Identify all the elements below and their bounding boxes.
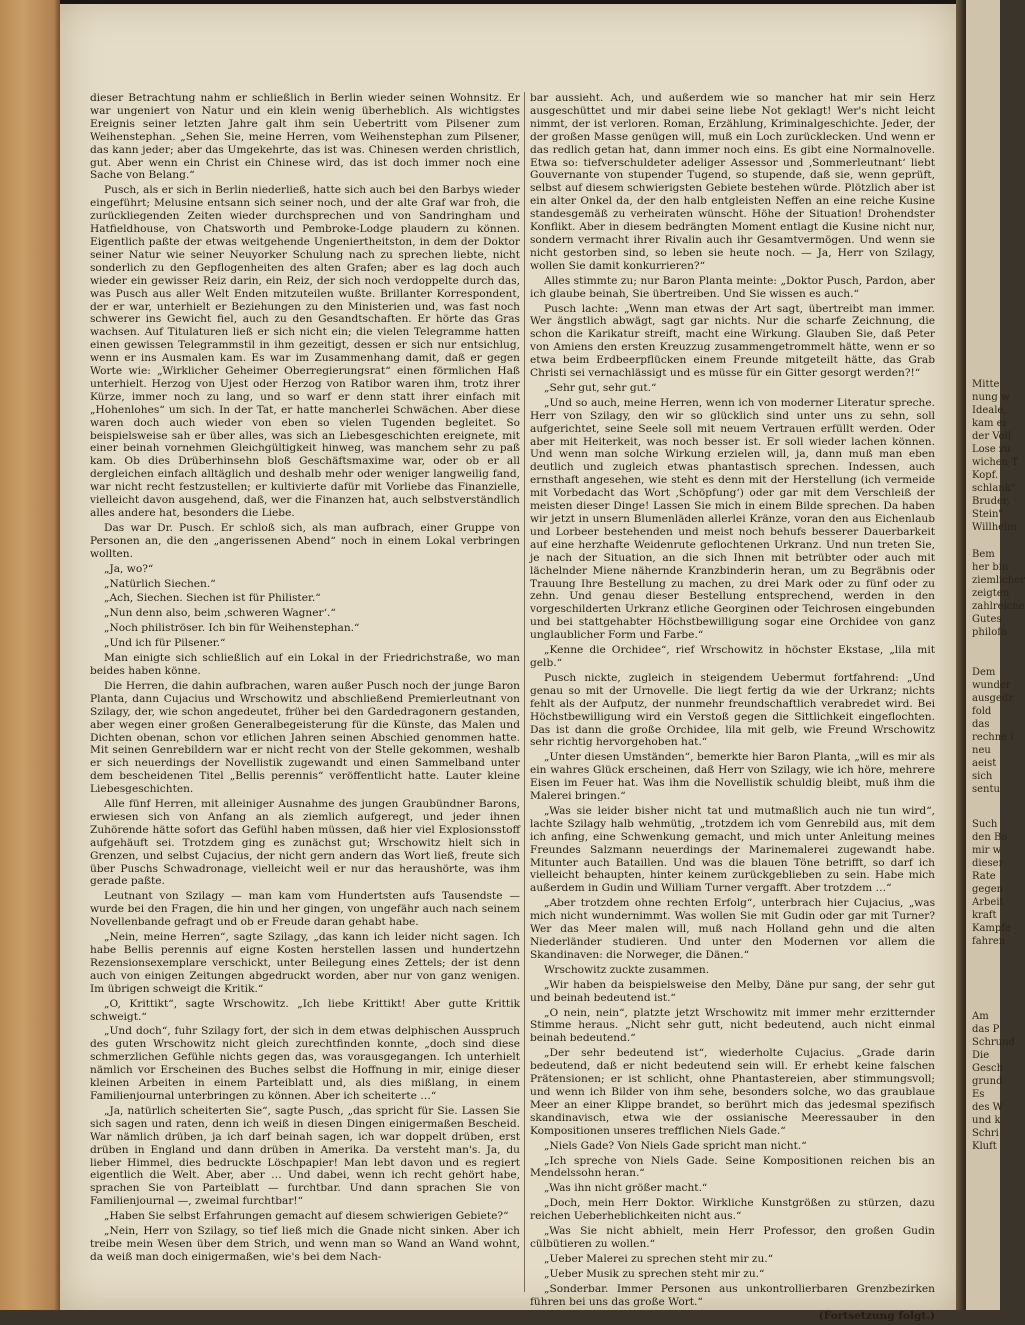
adjacent-page-fragment: der Voll xyxy=(972,431,1011,442)
paragraph: „Wir haben da beispielsweise den Melby, Däne pur sang, der sehr gut und beinah bedeutend ist.“ xyxy=(530,978,935,1004)
adjacent-page-fragment: das P xyxy=(972,1024,1000,1035)
paragraph: „Unter diesen Umständen“, bemerkte hier Baron Planta, „will es mir als ein wahres Glück erscheinen, daß Herr von Szilagy, wie ich höre, mehrere Eisen im Feuer hat. Was ihm die Novellistik schuldig bleibt, muß ihm die Malerei bringen.“ xyxy=(530,751,935,803)
adjacent-page-fragment: grund xyxy=(972,1076,1003,1087)
adjacent-page-fragment: Willhelm xyxy=(972,522,1017,533)
paragraph: „Doch, mein Herr Doktor. Wirkliche Kunstgrößen zu stürzen, dazu reichen Ueberheblichkeiten nicht aus.“ xyxy=(530,1197,935,1223)
adjacent-page-fragment: nung w xyxy=(972,392,1010,403)
adjacent-page-fragment: Rate xyxy=(972,871,996,882)
paragraph: „Was Sie nicht abhielt, mein Herr Professor, den großen Gudin cülbütieren zu wollen.“ xyxy=(530,1225,935,1250)
paragraph: Wrschowitz zuckte zusammen. xyxy=(544,963,710,976)
column-divider xyxy=(524,92,525,1292)
adjacent-page-fragment: ziemlicher xyxy=(972,575,1025,586)
paragraph: „Nun denn also, beim ‚schweren Wagner‘.“ xyxy=(104,607,336,620)
adjacent-page-fragment: fahren xyxy=(972,936,1006,947)
paragraph: „Nein, meine Herren“, sagte Szilagy, „das kann ich leider nicht sagen. Ich habe Bellis perennis auf eigne Kosten herstellen lassen und hundertzehn Rezensionsexemplare verschickt, unter Beilegung eines Zettels; der ist denn auch von einigen Zeitungen abgedruckt worden, aber nur von ganz wenigen. Im übrigen schweigt die Kritik.“ xyxy=(90,931,520,995)
paragraph: „Ach, Siechen. Siechen ist für Philister.“ xyxy=(104,592,321,605)
adjacent-page-fragment: kam ei xyxy=(972,418,1006,429)
paragraph: „Niels Gade? Von Niels Gade spricht man nicht.“ xyxy=(544,1139,807,1152)
adjacent-page-fragment: rechne i xyxy=(972,732,1014,743)
adjacent-page-fragment: Arbeit xyxy=(972,897,1004,908)
paragraph: Pusch nickte, zugleich in steigendem Uebermut fortfahrend: „Und genau so mit der Urnovelle. Die liegt fertig da wie der Urkranz; nichts fehlt als der Aufputz, der nunmehr freundschaftlich verabredet wird. Bei Höchstbewilligung wird ein Verstoß gegen die Sittlichkeit eingeflochten. Das ist dann die große Orchidee, lila mit gelb, wie Freund Wrschowitz sehr richtig hervorgehoben hat.“ xyxy=(530,671,935,749)
paragraph: „Noch philiströser. Ich bin für Weihenstephan.“ xyxy=(104,622,360,635)
adjacent-page-fragment: Lose zu xyxy=(972,444,1011,455)
adjacent-page-fragment: Mitte xyxy=(972,379,1000,390)
paragraph: „Ja, wo?“ xyxy=(104,562,154,575)
paragraph: „Nein, Herr von Szilagy, so tief ließ mich die Gnade nicht sinken. Aber ich treibe mein Wesen über dem Strich, und wenn man so Wand an Wand wohnt, da weiß man doch einigermaßen, wie's bei dem Nach- xyxy=(90,1225,520,1263)
adjacent-page-fragment: das xyxy=(972,719,990,730)
paragraph: „Der sehr bedeutend ist“, wiederholte Cujacius. „Grade darin bedeutend, daß er nicht bedeutend sein will. Er erhebt keine falschen Prätensionen; er ist schlicht, ohne Phantastereien, aber stimmungsvoll; und wenn ich Bilder von ihm sehe, besonders solche, wo das graublaue Meer an einer Klippe brandet, so berührt mich das jedesmal spezifisch skandinavisch, etwa wie der ossianische Meeressauber in den Kompositionen unseres trefflichen Niels Gade.“ xyxy=(530,1047,935,1137)
adjacent-page-fragment: Dem xyxy=(972,667,996,678)
adjacent-page-fragment: her bin xyxy=(972,562,1009,573)
paragraph: Alles stimmte zu; nur Baron Planta meinte: „Doktor Pusch, Pardon, aber ich glaube beinah, Sie übertreiben. Und Sie wissen es auch.“ xyxy=(530,274,935,300)
book-gutter xyxy=(956,0,966,1310)
paragraph: dieser Betrachtung nahm er schließlich in Berlin wieder seinen Wohnsitz. Er war ungeniert von Natur und ein klein wenig überheblich. Als wichtigstes Ereignis seiner letzten Jahre galt ihm sein Uebertritt vom Pilsener zum Weihenstephan. „Sehen Sie, meine Herren, vom Weihenstephan zum Pilsener, das kann jeder; aber das Umgekehrte, das ist was. Chinesen werden christlich, gut. Aber wenn ein Christ ein Chinese wird, das ist doch immer noch eine Sache von Belang.“ xyxy=(90,92,520,182)
paragraph: Die Herren, die dahin aufbrachen, waren außer Pusch noch der junge Baron Planta, dann Cujacius und Wrschowitz und abschließend Premierleutnant von Szilagy, der, wie schon angedeutet, früher bei den Gardedragonern gestanden, aber wegen einer großen Generalbegeisterung für die Künste, das Malen und Dichten obenan, schon vor etlichen Jahren seinen Abschied genommen hatte. Mit seinen Genrebildern war er nicht recht von der Stelle gekommen, weshalb er sich neuerdings der Novellistik zugewandt und einen Sammelband unter dem bescheidenen Titel „Bellis perennis“ veröffentlicht hatte. Lauter kleine Liebesgeschichten. xyxy=(90,679,520,796)
page-top-edge xyxy=(60,0,956,4)
adjacent-page-fragment: ausgedr xyxy=(972,693,1014,704)
adjacent-page-fragment: Es xyxy=(972,1089,985,1100)
book-spine-left xyxy=(0,0,60,1310)
paragraph: „Haben Sie selbst Erfahrungen gemacht auf diesem schwierigen Gebiete?“ xyxy=(104,1210,509,1223)
paragraph: „Ueber Musik zu sprechen steht mir zu.“ xyxy=(544,1267,765,1280)
paragraph: „Ja, natürlich scheiterten Sie“, sagte Pusch, „das spricht für Sie. Lassen Sie sich sagen und raten, denn ich weiß in diesen Dingen einigermaßen Bescheid. War nämlich drüben, ja ich darf beinah sagen, ich war doppelt drüben, erst drüben in England und dann drüben in Amerika. Da versteht man's. Ja, du lieber Himmel, dies bedruckte Löschpapier! Man lebt davon und es regiert eigentlich die Welt. Aber, aber … Und dabei, wenn ich recht gehört habe, sprachen Sie von Parteiblatt — furchtbar. Und dann sprachen Sie von Familienjournal —, zweimal furchtbar!“ xyxy=(90,1104,520,1208)
adjacent-page-fragment: mir w xyxy=(972,845,1002,856)
adjacent-page-fragment: sentu xyxy=(972,784,1000,795)
adjacent-page-fragment: zahlreiche xyxy=(972,601,1025,612)
adjacent-page-fragment: Stein" xyxy=(972,509,1004,520)
adjacent-page-fragment: Schri xyxy=(972,1128,999,1139)
paragraph: Pusch lachte: „Wenn man etwas der Art sagt, übertreibt man immer. Wer ängstlich abwägt, sagt gar nichts. Nur die scharfe Zeichnung, die schon die Karikatur streift, macht eine Wirkung. Glauben Sie, daß Peter von Amiens den ersten Kreuzzug zusammengetrommelt hätte, wenn er so etwa beim Erdbeerpflücken einem Freunde mitgeteilt hätte, das Grab Christi sei vernachlässigt und es müsse für ein Gitter gesorgt werden?!“ xyxy=(530,302,935,380)
adjacent-page-fragment: gegen xyxy=(972,884,1004,895)
adjacent-page-fragment: den Bo xyxy=(972,832,1008,843)
paragraph: „Ueber Malerei zu sprechen steht mir zu.“ xyxy=(544,1252,774,1265)
paragraph: „O, Krittikt“, sagte Wrschowitz. „Ich liebe Krittikt! Aber gutte Krittik schweigt.“ xyxy=(90,997,520,1023)
adjacent-page-fragment: sich xyxy=(972,771,993,782)
paragraph: „Kenne die Orchidee“, rief Wrschowitz in höchster Ekstase, „lila mit gelb.“ xyxy=(530,644,935,669)
paragraph: Pusch, als er sich in Berlin niederließ, hatte sich auch bei den Barbys wieder eingeführt; Melusine entsann sich seiner noch, und der alte Graf war froh, die zurückliegenden Zeiten wieder durchsprechen und von Sandringham und Hatfieldhouse, von Chatsworth und Pembroke-Lodge plaudern zu können. Eigentlich paßte der etwas weitgehende Ungeniertheitston, in dem der Doktor seiner Natur wie seiner Neuyorker Schulung nach zu sprechen liebte, nicht sonderlich zu den Gepflogenheiten des alten Grafen; aber es lag doch auch wieder ein gewisser Reiz darin, ein Reiz, der sich noch verdoppelte durch das, was Pusch aus aller Welt Enden mitzuteilen wußte. Brillanter Korrespondent, der er war, unterhielt er Beziehungen zu den Ministerien und, was fast noch schwerer ins Gewicht fiel, auch zu den Gesandtschaften. Er hörte das Gras wachsen. Auf Titulaturen ließ er sich nicht ein; die vielen Telegramme hatten einen gewissen Telegrammstil in ihm gezeitigt, dessen er sich nur entsichlug, wenn er ins Ausmalen kam. Es war im Zusammenhang damit, daß er gegen Worte wie: „Wirklicher Geheimer Oberregierungsrat“ einen förmlichen Haß unterhielt. Herzog von Ujest oder Herzog von Ratibor waren ihm, trotz ihrer Kürze, immer noch zu lang, und so warf er denn statt ihrer einfach mit „Hohenlohes“ um sich. In der Tat, er hatte mancherlei Schwächen. Aber diese waren doch auch wieder von eben so vielen Tugenden begleitet. So beispielsweise sah er über alles, was sich an Liebesgeschichten ereignete, mit einer beinah vornehmen Gleichgültigkeit hinweg, was manchem sehr zu paß kam. Ob dies Drüberhinsehn bloß Geschäftsmaxime war, oder ob er all dergleichen einfach alltäglich und deshalb mehr oder weniger langweilig fand, war nicht recht festzustellen; er kultivierte dafür mit Vorliebe das Finanzielle, vielleicht davon ausgehend, daß, wer die Finanzen hat, auch selbstverständlich alles andere hat, besonders die Liebe. xyxy=(90,184,520,519)
adjacent-page-fragment: neu xyxy=(972,745,991,756)
adjacent-page-fragment: Die xyxy=(972,1050,990,1061)
paragraph: bar aussieht. Ach, und außerdem wie so mancher hat mir sein Herz ausgeschüttet und mir dabei seine liebe Not geklagt! Wer's nicht leicht nimmt, der ist verloren. Roman, Erzählung, Kriminalgeschichte. Jeder, der der großen Masse genügen will, muß ein Loch zurücklecken. Und wenn er das redlich getan hat, dann immer noch eins. Es gibt eine Normalnovelle. Etwa so: tiefverschuldeter adeliger Assessor und ‚Sommerleutnant‘ liebt Gouvernante von stupender Tugend, so stupende, daß sie, wenn geprüft, selbst auf diesem schwierigsten Gebiete bestehen würde. Plötzlich aber ist ein alter Onkel da, der den halb entgleisten Neffen an eine reiche Kusine standesgemäß zu verheiraten wünscht. Höhe der Situation! Drohendster Konflikt. Aber in diesem bedrängten Moment entlagt die Kusine nicht nur, sondern vermacht ihrer Rivalin auch ihr Gesamtvermögen. Und wenn sie nicht gestorben sind, so leben sie heute noch. — Ja, Herr von Szilagy, wollen Sie damit konkurrieren?“ xyxy=(530,92,935,272)
paragraph: Alle fünf Herren, mit alleiniger Ausnahme des jungen Graubündner Barons, erwiesen sich von Anfang an als ziemlich aufgeregt, und jeder ihnen Zuhörende hätte sofort das Gefühl haben müssen, daß hier viel Explosionsstoff aufgehäuft sei. Trotzdem ging es zunächst gut; Wrschowitz hielt sich in Grenzen, und selbst Cujacius, der nicht gern andern das Wort ließ, freute sich über Puschs Schwadronage, vielleicht weil er nur das heraushörte, was ihm gerade paßte. xyxy=(90,798,520,888)
paragraph: „Aber trotzdem ohne rechten Erfolg“, unterbrach hier Cujacius, „was mich nicht wundernimmt. Was wollen Sie mit Gudin oder gar mit Turner? Wer das Meer malen will, muß nach Holland gehn und die alten Niederländer studieren. Und unter den Modernen vor allem die Skandinaven: die Norweger, die Dänen.“ xyxy=(530,897,935,961)
adjacent-page-fragment: Bruder, xyxy=(972,496,1010,507)
adjacent-page-fragment: dieser xyxy=(972,858,1004,869)
adjacent-page-fragment: philofo xyxy=(972,627,1007,638)
text-column-right xyxy=(530,92,935,1325)
text-column-left xyxy=(90,92,520,1266)
adjacent-page-fragment: Am xyxy=(972,1011,989,1022)
paragraph: „Sehr gut, sehr gut.“ xyxy=(544,381,657,394)
paragraph: „Was sie leider bisher nicht tat und mutmaßlich auch nie tun wird“, lachte Szilagy halb wehmütig, „trotzdem ich vom Genrebild aus, mit dem ich anfing, eine Schwenkung gemacht, und mich unter Anleitung meines Freundes Salzmann neuerdings der Marinemalerei zugewandt habe. Mitunter auch Bataillen. Und was die blauen Töne betrifft, so darf ich vielleicht behaupten, hinter keinem zurückgeblieben zu sein. Habe mich außerdem in Gudin und William Turner vergafft. Aber trotzdem …“ xyxy=(530,804,935,895)
adjacent-page-fragment: aeist xyxy=(972,758,997,769)
adjacent-page-fragment: Kluft xyxy=(972,1141,997,1152)
paragraph: „Und ich für Pilsener.“ xyxy=(104,637,226,650)
paragraph: „O nein, nein“, platzte jetzt Wrschowitz mit immer mehr erzitternder Stimme heraus. „Nicht sehr gutt, nicht bedeutend, auch nicht einmal beinah bedeutend.“ xyxy=(530,1006,935,1045)
adjacent-page-fragment: Kampfe xyxy=(972,923,1011,934)
paragraph: „Was ihn nicht größer macht.“ xyxy=(544,1182,708,1195)
paragraph: Leutnant von Szilagy — man kam vom Hundertsten aufs Tausendste — wurde bei den Fragen, die hin und her gingen, von ungefähr auch nach seinem Novellenbande gefragt und ob er Freude daran gehabt habe. xyxy=(90,890,520,929)
adjacent-page-fragment: kraft xyxy=(972,910,997,921)
adjacent-page-fragment: des W xyxy=(972,1102,1003,1113)
paragraph: Man einigte sich schließlich auf ein Lokal in der Friedrichstraße, wo man beides haben könne. xyxy=(90,652,520,677)
paragraph: „Ich spreche von Niels Gade. Seine Kompositionen reichen bis an Mendelssohn heran.“ xyxy=(530,1154,935,1180)
continued-notice: (Fortsetzung folgt.) xyxy=(818,1310,935,1323)
adjacent-page-fragment: Gutes xyxy=(972,614,1002,625)
adjacent-page-fragment: Ideale, xyxy=(972,405,1007,416)
paragraph: Das war Dr. Pusch. Er schloß sich, als man aufbrach, einer Gruppe von Personen an, die den „angerissenen Abend“ noch in einem Lokal verbringen wollten. xyxy=(90,521,520,560)
adjacent-page-fragment: Bem xyxy=(972,549,995,560)
paragraph: „Sonderbar. Immer Personen aus unkontrollierbaren Grenzbezirken führen bei uns das große Wort.“ xyxy=(530,1282,935,1308)
adjacent-page-fragment: wichen T xyxy=(972,457,1019,468)
adjacent-page-fragment: wunder xyxy=(972,680,1011,691)
paragraph: „Und so auch, meine Herren, wenn ich von moderner Literatur spreche. Herr von Szilagy, den wir so glücklich sind unter uns zu sehn, soll aufgerichtet, seine Seele soll mit neuem Vertrauen erfüllt werden. Oder aber mit Heiterkeit, was noch besser ist. Er soll wieder lachen können. Und wenn man solche Wirkung erzielen will, ja, dann muß man eben deutlich und zugleich etwas phantastisch sprechen. Indessen, auch ernsthaft angesehen, wie steht es denn mit der Herstellung (ich vermeide mit Vorbedacht das Wort ‚Schöpfung‘) oder gar mit dem Verschleiß der meisten dieser Dinge! Lassen Sie mich in einem Bilde sprechen. Da haben wir jetzt in unsern Blumenläden allerlei Kränze, voran den aus Eichenlaub und Lorbeer bestehenden und meist noch behufs besserer Dauerbarkeit auf eine herzhafte Weidenrute geflochtenen Urkranz. Und nun treten Sie, je nach der Situation, an die sich Ihnen mit betrübter oder auch mit lächelnder Miene nähernde Kranzbinderin heran, um zu Begräbnis oder Trauung Ihre Bestellung zu machen, zu drei Mark oder zu fünf oder zu zehn. Und genau dieser Bestellung entsprechend, werden in den vorgeschilderten Urkranz etliche Georginen oder Teichrosen eingebunden und bei stattgehabter Höchstbewilligung sogar eine Orchidee von ganz unglaublicher Form und Farbe.“ xyxy=(530,396,935,642)
adjacent-page-fragment: Kopf. xyxy=(972,470,999,481)
adjacent-page-fragment: schlank" xyxy=(972,483,1016,494)
adjacent-page-fragment: fold xyxy=(972,706,992,717)
paragraph: „Natürlich Siechen.“ xyxy=(104,577,216,590)
adjacent-page-edge xyxy=(966,0,1025,1310)
adjacent-page-fragment: zeigten xyxy=(972,588,1010,599)
adjacent-page-fragment: Gesch xyxy=(972,1063,1004,1074)
adjacent-page-fragment: Such xyxy=(972,819,998,830)
paragraph: „Und doch“, fuhr Szilagy fort, der sich in dem etwas delphischen Ausspruch des guten Wrschowitz nicht gleich zurechtfinden konnte, „doch sind diese schmerzlichen Gefühle nichts gegen das, was vorausgegangen. Ich unterhielt nämlich vor Erscheinen des Buches selbst die Hoffnung in mir, einige dieser kleinen Arbeiten in einem Parteiblatt und, als dies mißlang, in einem Familienjournal unterbringen zu können. Aber ich scheiterte …“ xyxy=(90,1025,520,1102)
adjacent-page-fragment: und k xyxy=(972,1115,1001,1126)
adjacent-page-fragment: Schrund xyxy=(972,1037,1015,1048)
